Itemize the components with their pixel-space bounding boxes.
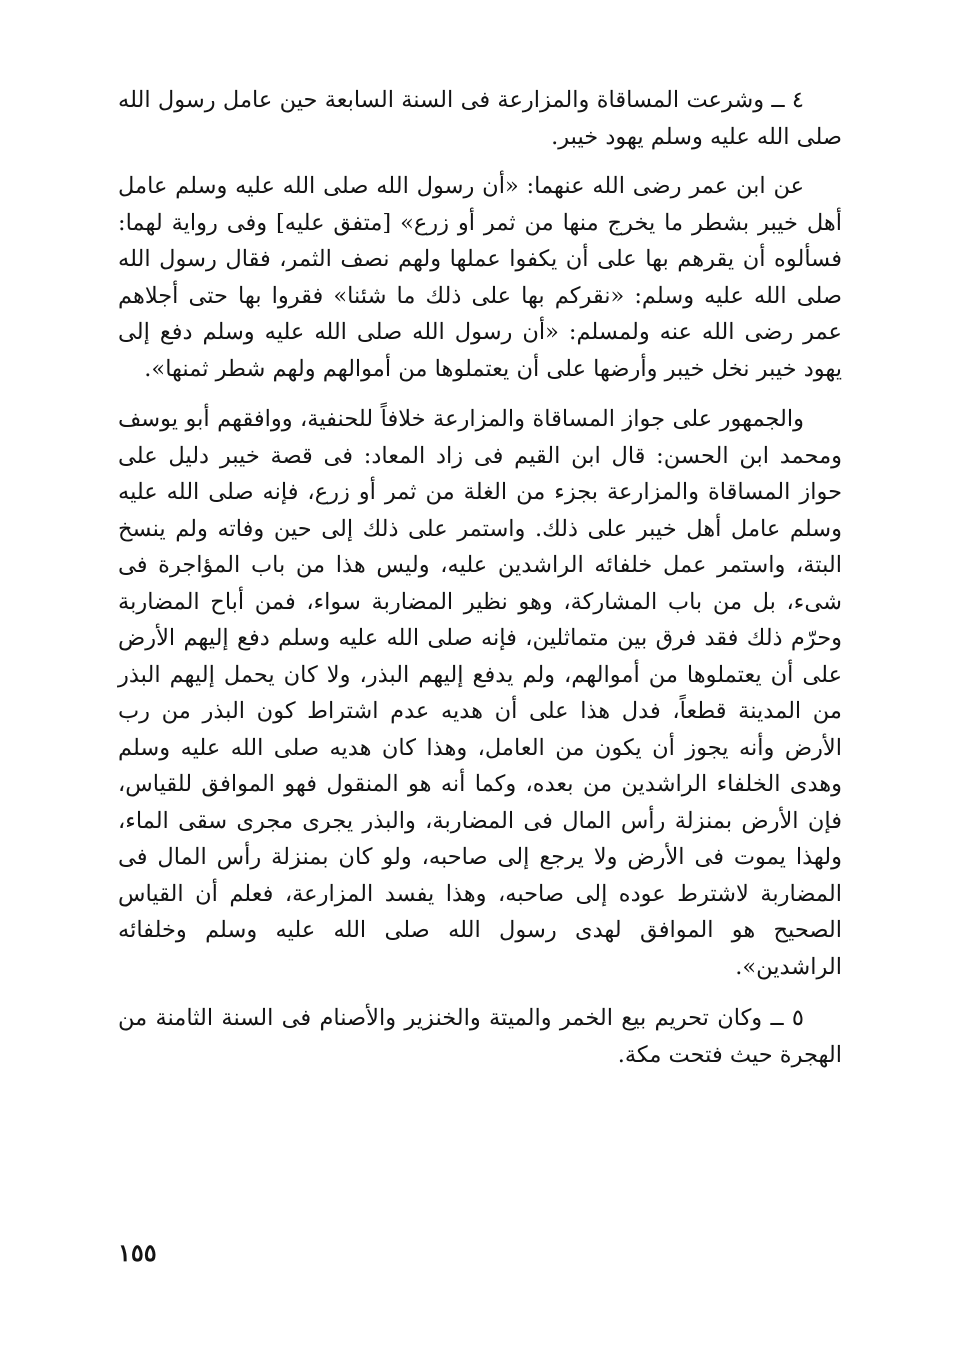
page-number: ١٥٥ [118, 1238, 157, 1267]
page-body [118, 82, 842, 1073]
paragraph-point-4: ٤ ــ وشرعت المساقاة والمزارعة فى السنة السابعة حين عامل رسول الله صلى الله عليه وسلم يهود خيبر. [118, 87, 842, 150]
paragraph-point-5: ٥ ــ وكان تحريم بيع الخمر والميتة والخنزير والأصنام فى السنة الثامنة من الهجرة حيث فتحت مكة. [118, 1005, 842, 1068]
paragraph-majority-opinion: والجمهور على جواز المساقاة والمزارعة خلافاً للحنفية، ووافقهم أبو يوسف ومحمد ابن الحسن: قال ابن القيم فى زاد المعاد: فى قصة خيبر دليل على حواز المساقاة والمزارعة بجزء من الغلة من ثمر أو زرع، فإنه صلى الله عليه وسلم عامل أهل خيبر على ذلك. واستمر على ذلك إلى حين وفاته ولم ينسخ البتة، واستمر عمل خلفائه الراشدين عليه، وليس هذا من باب المؤاجرة فى شىء، بل من باب المشاركة، وهو نظير المضاربة سواء، فمن أباح المضاربة وحرّم ذلك فقد فرق بين متماثلين، فإنه صلى الله عليه وسلم دفع إليهم الأرض على أن يعتملوها من أموالهم، ولم يدفع إليهم البذر، ولا كان يحمل إليهم البذر من المدينة قطعاً، فدل هذا على أن هديه عدم اشتراط كون البذر من رب الأرض وأنه يجوز أن يكون من العامل، وهذا كان هديه صلى الله عليه وسلم وهدى الخلفاء الراشدين من بعده، وكما أنه هو المنقول فهو الموافق للقياس، فإن الأرض بمنزلة رأس المال فى المضاربة، والبذر يجرى مجرى سقى الماء، ولهذا يموت فى الأرض ولا يرجع إلى صاحبه، ولو كان بمنزلة رأس المال فى المضاربة لاشترط عوده إلى صاحبه، وهذا يفسد المزارعة، فعلم أن القياس الصحيح هو الموافق لهدى رسول الله صلى الله عليه وسلم وخلفائه الراشدين». [118, 406, 842, 980]
paragraph-hadith-ibn-umar: عن ابن عمر رضى الله عنهما: «أن رسول الله صلى الله عليه وسلم عامل أهل خيبر بشطر ما يخرج منها من ثمر أو زرع» [متفق عليه] وفى رواية لهما: فسألوه أن يقرهم بها على أن يكفوا عملها ولهم نصف الثمر، فقال رسول الله صلى الله عليه وسلم: «نقركم بها على ذلك ما شئنا» فقروا بها حتى أجلاهم عمر رضى الله عنه ولمسلم: «أن رسول الله صلى الله عليه وسلم دفع إلى يهود خيبر نخل خيبر وأرضها على أن يعتملوها من أموالهم ولهم شطر ثمنها». [118, 173, 842, 382]
